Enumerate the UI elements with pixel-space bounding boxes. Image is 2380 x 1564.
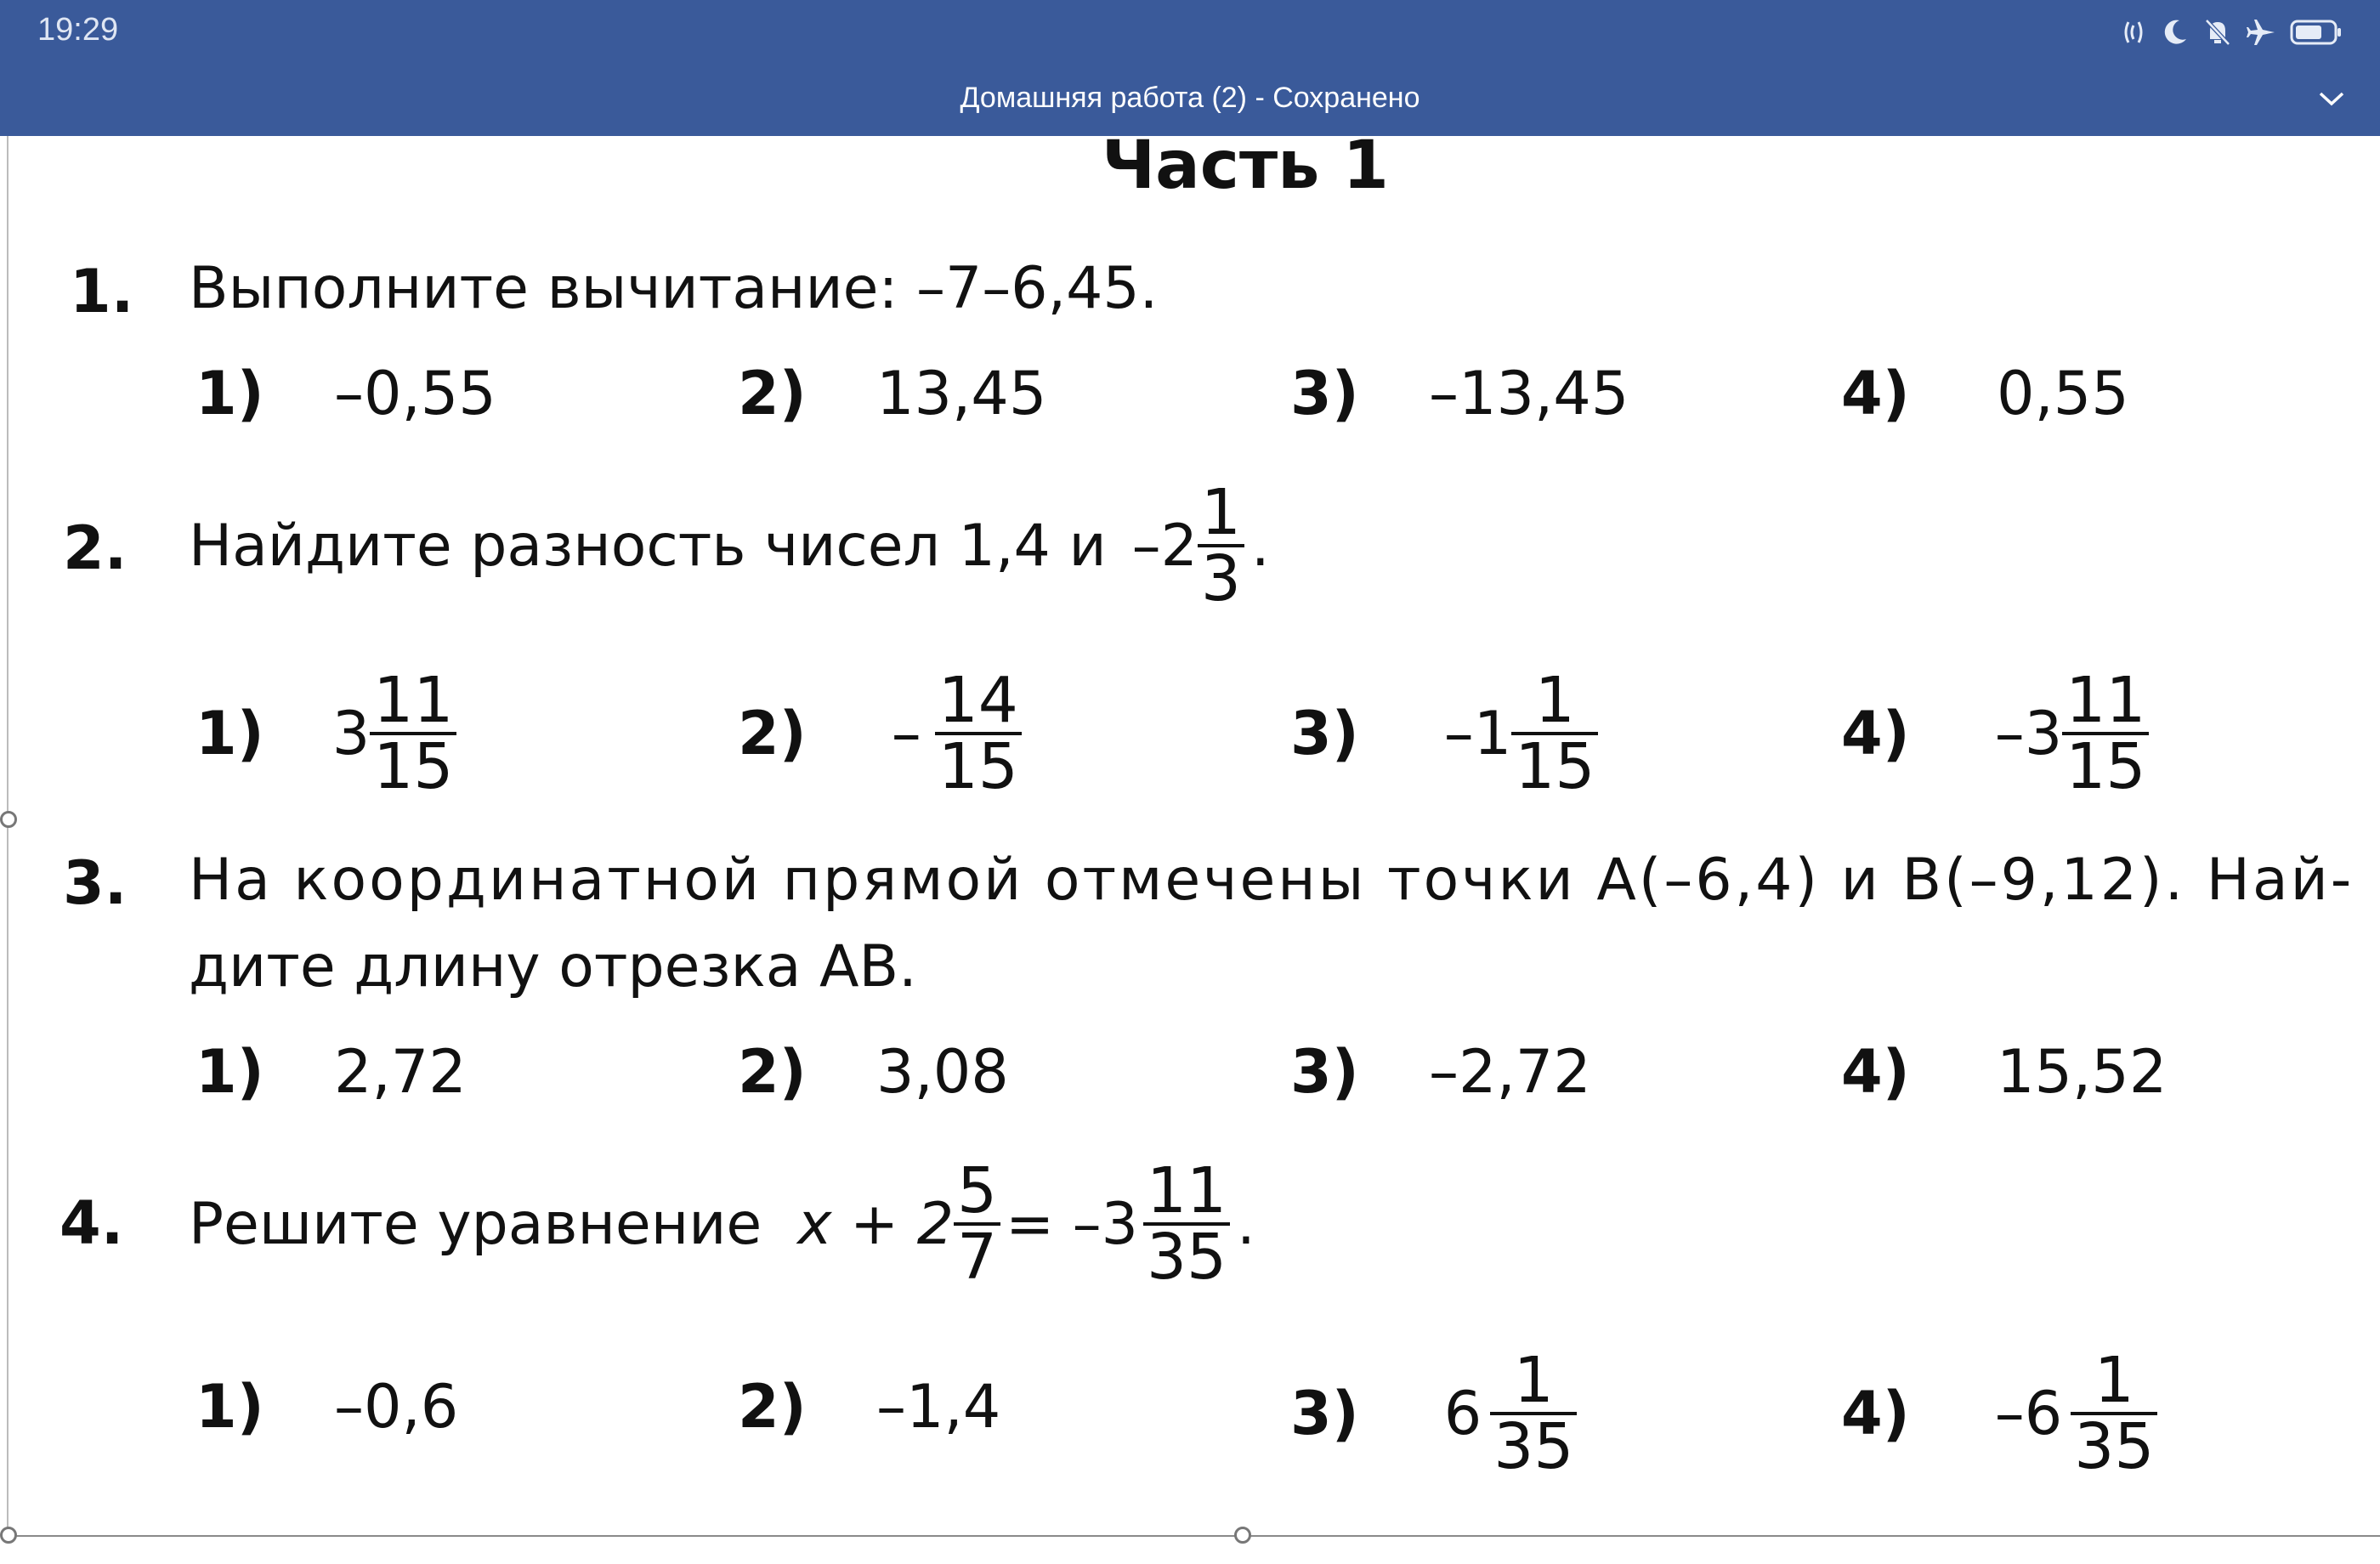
math-fraction <box>1198 476 1244 615</box>
option-value: 13,45 <box>876 359 1047 428</box>
answer-option <box>1290 661 1598 806</box>
status-icons <box>2122 15 2343 53</box>
question-text-part: Решите уравнение <box>189 1190 762 1258</box>
nfc-icon <box>2122 17 2147 51</box>
title-bar <box>0 0 2380 136</box>
fraction-numerator: 11 <box>2062 669 2149 735</box>
math-whole: –6 <box>1994 1379 2063 1448</box>
option-number: 1) <box>196 1372 264 1442</box>
battery-icon <box>2290 19 2343 49</box>
document-title[interactable]: Домашняя работа (2) - Сохранено <box>960 82 1420 114</box>
fraction-denominator: 35 <box>2074 1410 2155 1483</box>
question-number: 3. <box>63 848 128 918</box>
option-number: 3) <box>1290 1037 1359 1107</box>
answer-option <box>1841 661 2149 806</box>
page-edge <box>7 136 8 1538</box>
question-text-line2: дите длину отрезка AB. <box>189 933 917 1000</box>
option-value: 0,55 <box>1996 359 2129 428</box>
silent-icon <box>2203 17 2232 51</box>
fraction-denominator: 35 <box>1146 1221 1227 1294</box>
option-value: 3,08 <box>876 1037 1009 1107</box>
question-number: 1. <box>70 257 134 326</box>
math-whole: –2 <box>1131 512 1198 580</box>
question-number: 4. <box>60 1188 124 1258</box>
answer-option <box>738 661 1022 806</box>
math-fraction <box>935 664 1022 803</box>
resize-handle-left[interactable] <box>0 811 17 828</box>
fraction-numerator: 1 <box>2071 1349 2157 1415</box>
answer-option <box>1841 359 2129 428</box>
fraction-denominator: 35 <box>1493 1410 1574 1483</box>
fraction-numerator: 1 <box>1511 669 1598 735</box>
math-fraction <box>1511 664 1598 803</box>
chevron-down-icon[interactable] <box>2317 88 2346 112</box>
option-number: 2) <box>738 1037 807 1107</box>
fraction-denominator: 7 <box>956 1221 998 1294</box>
fraction-numerator: 11 <box>370 669 456 735</box>
option-value: –1,4 <box>876 1372 1001 1442</box>
fraction-numerator: 1 <box>1198 481 1244 547</box>
option-number: 2) <box>738 699 807 768</box>
option-value: 2,72 <box>333 1037 467 1107</box>
document-page[interactable] <box>7 136 2380 1538</box>
question-text <box>189 478 1270 614</box>
answer-option <box>1290 1037 1591 1107</box>
option-number: 4) <box>1841 699 1910 768</box>
fraction-denominator: 15 <box>938 730 1018 803</box>
math-whole: –3 <box>1994 699 2063 768</box>
math-fraction <box>370 664 456 803</box>
answer-option <box>196 1037 467 1107</box>
fraction-numerator: 11 <box>1143 1159 1230 1226</box>
answer-option <box>1841 1341 2157 1486</box>
fraction-numerator: 5 <box>954 1159 1000 1226</box>
option-number: 3) <box>1290 359 1359 428</box>
fraction-denominator: 15 <box>2066 730 2146 803</box>
status-time: 19:29 <box>37 12 119 48</box>
resize-handle-bottom[interactable] <box>1234 1527 1251 1544</box>
option-number: 4) <box>1841 359 1910 428</box>
answer-option <box>1290 1341 1577 1486</box>
answer-option <box>738 1037 1009 1107</box>
math-whole: 6 <box>1443 1379 1482 1448</box>
math-tail: . <box>1251 512 1270 580</box>
math-fraction <box>2062 664 2149 803</box>
answer-option <box>1290 359 1629 428</box>
math-fraction <box>1490 1344 1577 1483</box>
fraction-numerator: 14 <box>935 669 1022 735</box>
math-whole: – <box>891 699 921 768</box>
math-whole: –1 <box>1443 699 1512 768</box>
section-heading: Часть 1 <box>1102 128 1389 204</box>
option-value: –0,6 <box>333 1372 459 1442</box>
question-text-line1: На координатной прямой отмечены точки A(–6,4) и B(–9,12). Най- <box>189 847 2354 914</box>
resize-handle-corner[interactable] <box>0 1527 17 1544</box>
option-number: 4) <box>1841 1037 1910 1107</box>
answer-option <box>1841 1037 2167 1107</box>
answer-option <box>738 1372 1000 1442</box>
fraction-denominator: 3 <box>1200 542 1241 615</box>
option-number: 2) <box>738 1372 807 1442</box>
moon-icon <box>2161 17 2190 51</box>
question-text: Выполните вычитание: –7–6,45. <box>189 255 1159 322</box>
option-number: 1) <box>196 359 264 428</box>
option-value: –2,72 <box>1428 1037 1591 1107</box>
math-fraction <box>954 1154 1000 1294</box>
option-number: 2) <box>738 359 807 428</box>
math-fraction <box>2071 1344 2157 1483</box>
option-value: 15,52 <box>1996 1037 2168 1107</box>
math-left: x + 2 <box>797 1190 954 1258</box>
question-text-part: Найдите разность чисел 1,4 и <box>189 512 1107 580</box>
math-whole: 3 <box>332 699 371 768</box>
option-value: –13,45 <box>1428 359 1629 428</box>
answer-option <box>196 661 456 806</box>
selection-border <box>8 1535 2380 1537</box>
fraction-numerator: 1 <box>1490 1349 1577 1415</box>
option-number: 4) <box>1841 1379 1910 1448</box>
option-number: 3) <box>1290 1379 1359 1448</box>
airplane-icon <box>2246 17 2276 51</box>
option-number: 1) <box>196 1037 264 1107</box>
fraction-denominator: 15 <box>373 730 454 803</box>
answer-option <box>196 1372 458 1442</box>
option-number: 3) <box>1290 699 1359 768</box>
option-number: 1) <box>196 699 264 768</box>
fraction-denominator: 15 <box>1515 730 1595 803</box>
math-fraction <box>1143 1154 1230 1294</box>
answer-option <box>196 359 496 428</box>
question-text <box>189 1156 1255 1292</box>
math-mid: = –3 <box>1006 1190 1138 1258</box>
answer-option <box>738 359 1046 428</box>
option-value: –0,55 <box>333 359 496 428</box>
question-number: 2. <box>63 513 128 583</box>
math-tail: . <box>1237 1190 1255 1258</box>
